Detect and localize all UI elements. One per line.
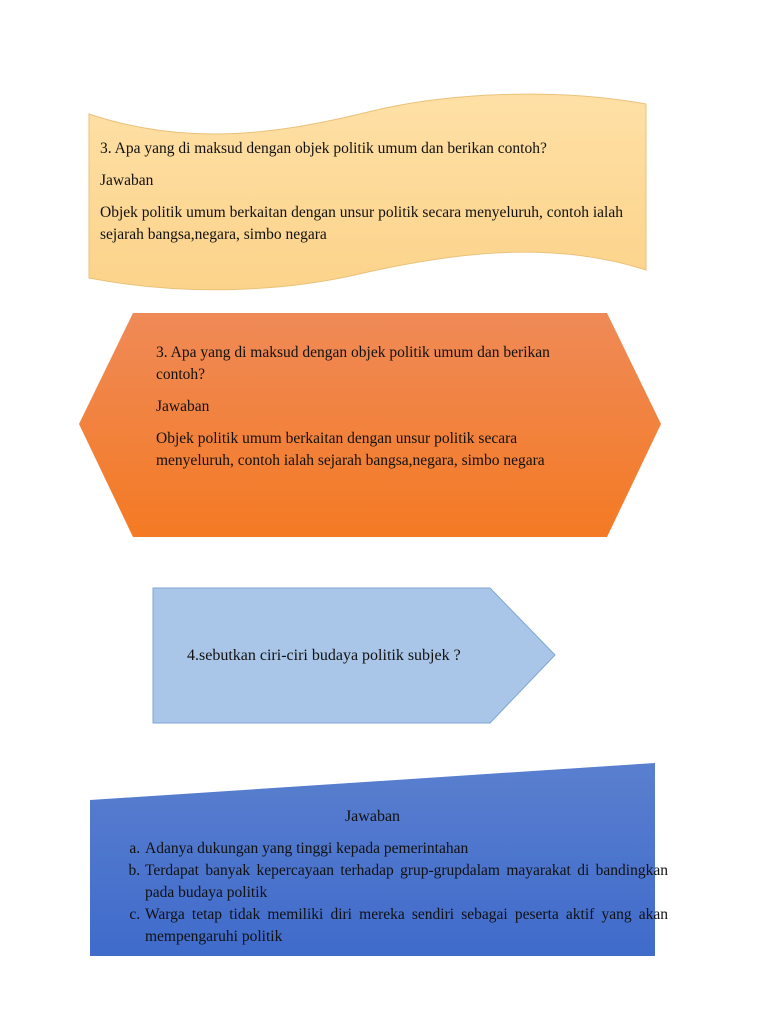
question-text: 3. Apa yang di maksud dengan objek politik umum dan berikan contoh? [156,344,550,383]
answer-text: Objek politik umum berkaitan dengan unsur politik secara menyeluruh, contoh ialah sejarah bangsa,negara, simbo negara [156,430,545,469]
question-wave-banner [88,92,648,296]
question-text: 3. Apa yang di maksud dengan objek politik umum dan berikan contoh? [100,140,547,157]
answer-label: Jawaban [100,172,154,189]
question-pentagon-arrow [152,587,557,725]
answer-label: Jawaban [156,398,210,415]
question-hexagon [78,312,663,540]
answer-trapezoid [89,762,668,958]
answer-text: Objek politik umum berkaitan dengan unsur politik secara menyeluruh, contoh ialah sejarah bangsa,negara, simbo negara [100,204,623,243]
list-item: a. Adanya dukungan yang tinggi kepada pemerintahan [144,838,668,860]
hexagon-text [156,342,576,472]
list-item: c. Warga tetap tidak memiliki diri mereka sendiri sebagai peserta aktif yang akan mempengaruhi politik [144,904,668,948]
question-text: 4.sebutkan ciri-ciri budaya politik subjek ? [187,647,461,664]
pentagon-text [187,645,507,667]
wave-text [100,138,640,246]
answer-list [121,838,668,948]
answer-title: Jawaban [344,808,401,825]
list-item: b. Terdapat banyak kepercayaan terhadap grup-grupdalam mayarakat di bandingkan pada budaya politik [144,860,668,904]
